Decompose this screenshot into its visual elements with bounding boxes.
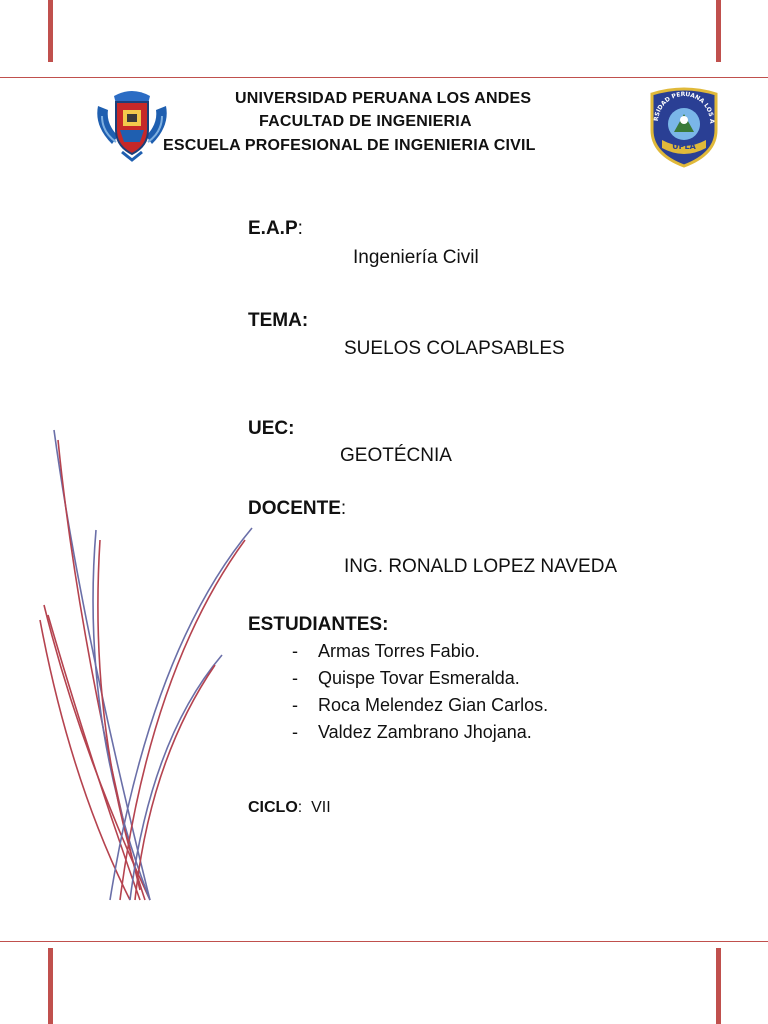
bottom-right-accent-bar xyxy=(716,948,721,1024)
school-name: ESCUELA PROFESIONAL DE INGENIERIA CIVIL xyxy=(163,137,536,154)
eap-value: Ingeniería Civil xyxy=(353,247,479,268)
top-rule xyxy=(0,77,768,78)
decorative-swoosh-lines xyxy=(0,420,260,910)
ciclo-value: VII xyxy=(311,799,331,816)
faculty-name: FACULTAD DE INGENIERIA xyxy=(259,113,472,130)
ciclo-line: CICLO: VII xyxy=(248,799,331,816)
uec-label: UEC: xyxy=(248,418,295,439)
docente-label: DOCENTE: xyxy=(248,498,347,519)
seal-arc-text: RSIDAD PERUANA LOS A xyxy=(652,90,716,124)
estudiantes-label: ESTUDIANTES: xyxy=(248,614,389,635)
tema-value: SUELOS COLAPSABLES xyxy=(344,338,565,359)
uec-value: GEOTÉCNIA xyxy=(340,445,452,466)
faculty-crest-logo xyxy=(92,86,172,167)
top-right-accent-bar xyxy=(716,0,721,62)
university-name: UNIVERSIDAD PERUANA LOS ANDES xyxy=(235,90,532,107)
bottom-rule xyxy=(0,941,768,942)
top-left-accent-bar xyxy=(48,0,53,62)
eap-label: E.A.P: xyxy=(248,218,303,239)
tema-label: TEMA: xyxy=(248,310,309,331)
ciclo-label: CICLO xyxy=(248,799,298,816)
bottom-left-accent-bar xyxy=(48,948,53,1024)
student-list-item: - Roca Melendez Gian Carlos. xyxy=(292,695,549,715)
student-list-item: - Quispe Tovar Esmeralda. xyxy=(292,668,520,688)
docente-value: ING. RONALD LOPEZ NAVEDA xyxy=(344,556,618,577)
student-list-item: - Valdez Zambrano Jhojana. xyxy=(292,722,532,742)
seal-acronym: UPLA xyxy=(672,142,696,151)
student-list-item: - Armas Torres Fabio. xyxy=(292,641,480,661)
upla-seal-logo xyxy=(648,86,720,173)
